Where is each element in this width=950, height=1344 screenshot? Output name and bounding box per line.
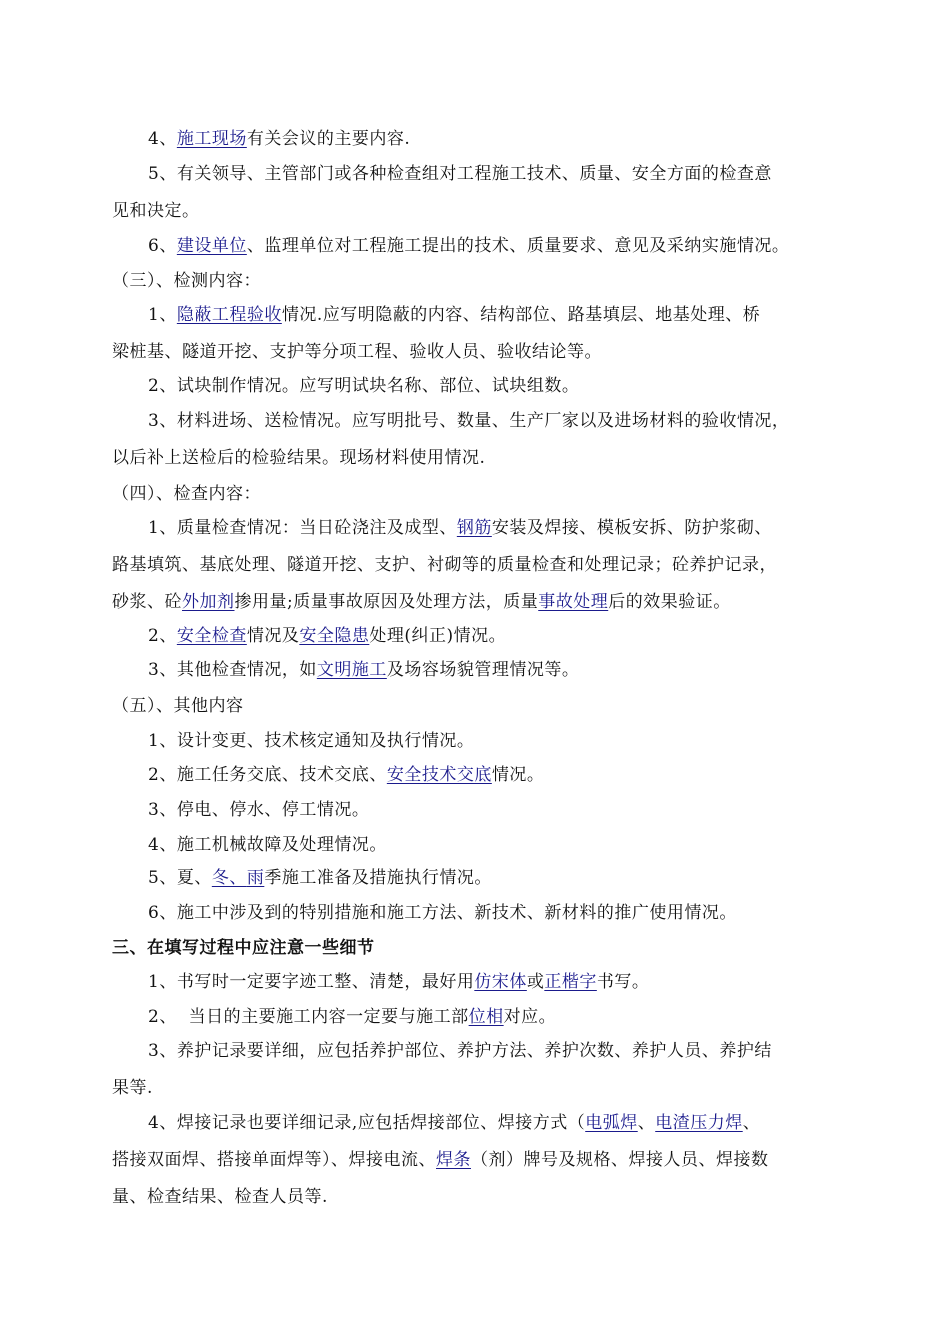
text: 1、书写时一定要字迹工整、清楚，最好用 xyxy=(148,972,475,992)
link-safety-inspection[interactable]: 安全检查 xyxy=(176,626,247,646)
paragraph xyxy=(112,1040,852,1098)
section-heading: （四）、检查内容： xyxy=(112,484,261,504)
link-arc-welding[interactable]: 电弧焊 xyxy=(585,1113,638,1133)
text: 2、施工任务交底、技术交底、 xyxy=(148,765,387,785)
text: 3、其他检查情况，如 xyxy=(148,660,317,680)
link-accident-handling[interactable]: 事故处理 xyxy=(538,592,609,612)
text: 4、焊接记录也要详细记录,应包括焊接部位、焊接方式（ xyxy=(148,1113,586,1133)
text: 季施工准备及措施执行情况。 xyxy=(264,868,492,888)
text: 2、 当日的主要施工内容一定要与施工部 xyxy=(148,1007,469,1027)
paragraph xyxy=(112,304,852,362)
paragraph xyxy=(148,867,852,889)
section-heading: （五）、其他内容 xyxy=(112,696,244,716)
text: 或 xyxy=(526,972,545,992)
link-welding-rod[interactable]: 焊条 xyxy=(436,1150,471,1170)
text: 后的效果验证。 xyxy=(608,592,731,612)
paragraph xyxy=(112,410,852,468)
chapter-heading: 三、在填写过程中应注意一些细节 xyxy=(112,938,375,958)
text-line xyxy=(112,1149,769,1171)
text: 见和决定。 xyxy=(112,201,200,221)
link-construction-site[interactable]: 施工现场 xyxy=(176,129,247,149)
link-concealed-work-acceptance[interactable]: 隐蔽工程验收 xyxy=(176,305,282,325)
text: 1、 xyxy=(148,305,177,325)
paragraph xyxy=(148,764,852,786)
paragraph: 3、停电、停水、停工情况。 xyxy=(148,800,370,820)
text: 掺用量;质量事故原因及处理方法，质量 xyxy=(234,592,539,612)
text: 处理(纠正)情况。 xyxy=(369,626,507,646)
paragraph xyxy=(112,163,852,221)
paragraph xyxy=(148,659,852,681)
text: 情况.应写明隐蔽的内容、结构部位、路基填层、地基处理、桥 xyxy=(281,305,761,325)
link-construction-unit[interactable]: 建设单位 xyxy=(176,236,247,256)
text: （剂）牌号及规格、焊接人员、焊接数 xyxy=(471,1150,769,1170)
text: 有关会议的主要内容. xyxy=(246,129,411,149)
text-line xyxy=(112,591,731,613)
text: 梁桩基、隧道开挖、支护等分项工程、验收人员、验收结论等。 xyxy=(112,342,602,362)
paragraph: 2、试块制作情况。应写明试块名称、部位、试块组数。 xyxy=(148,376,580,396)
paragraph xyxy=(112,1112,852,1207)
paragraph: 4、施工机械故障及处理情况。 xyxy=(148,835,387,855)
text: 3、材料进场、送检情况。应写明批号、数量、生产厂家以及进场材料的验收情况， xyxy=(148,411,790,431)
text: 书写。 xyxy=(596,972,650,992)
link-phase[interactable]: 位相 xyxy=(468,1007,504,1027)
text: 1、质量检查情况：当日砼浇注及成型、 xyxy=(148,518,457,538)
paragraph: 1、设计变更、技术核定通知及执行情况。 xyxy=(148,731,475,751)
link-rain[interactable]: 雨 xyxy=(246,868,265,888)
text: 以后补上送检后的检验结果。现场材料使用情况. xyxy=(112,448,486,468)
text: 、 xyxy=(742,1113,761,1133)
link-safety-hazard[interactable]: 安全隐患 xyxy=(299,626,370,646)
text: 搭接双面焊、搭接单面焊等）、焊接电流、 xyxy=(112,1150,436,1170)
paragraph xyxy=(148,128,852,150)
paragraph xyxy=(148,625,852,647)
text: 安装及焊接、模板安拆、防护浆砌、 xyxy=(491,518,772,538)
text: 及场容场貌管理情况等。 xyxy=(386,660,580,680)
text: 果等. xyxy=(112,1078,153,1098)
text: 路基填筑、基底处理、隧道开挖、支护、衬砌等的质量检查和处理记录；砼养护记录， xyxy=(112,555,777,575)
text: 情况。 xyxy=(491,765,545,785)
text: 2、 xyxy=(148,626,177,646)
link-electroslag-pressure-welding[interactable]: 电渣压力焊 xyxy=(655,1113,743,1133)
paragraph xyxy=(148,1006,852,1028)
section-heading: （三）、检测内容： xyxy=(112,271,261,291)
text: 5、夏、 xyxy=(148,868,212,888)
link-regular-script[interactable]: 正楷字 xyxy=(544,972,597,992)
paragraph xyxy=(148,971,852,993)
text: 、监理单位对工程施工提出的技术、质量要求、意见及采纳实施情况。 xyxy=(246,236,790,256)
text: 砂浆、砼 xyxy=(112,592,182,612)
paragraph: 6、施工中涉及到的特别措施和施工方法、新技术、新材料的推广使用情况。 xyxy=(148,903,737,923)
text: 对应。 xyxy=(503,1007,557,1027)
link-civilized-construction[interactable]: 文明施工 xyxy=(316,660,387,680)
paragraph xyxy=(148,235,852,257)
text: 4、 xyxy=(148,129,177,149)
paragraph xyxy=(112,517,852,612)
link-fangsong-font[interactable]: 仿宋体 xyxy=(474,972,527,992)
text: 、 xyxy=(637,1113,656,1133)
link-safety-technical-briefing[interactable]: 安全技术交底 xyxy=(386,765,492,785)
text: 5、有关领导、主管部门或各种检查组对工程施工技术、质量、安全方面的检查意 xyxy=(148,164,772,184)
text: 情况及 xyxy=(246,626,300,646)
link-admixture[interactable]: 外加剂 xyxy=(182,592,235,612)
text: 量、检查结果、检查人员等. xyxy=(112,1187,328,1207)
text: 3、养护记录要详细，应包括养护部位、养护方法、养护次数、养护人员、养护结 xyxy=(148,1041,772,1061)
text: 6、 xyxy=(148,236,177,256)
link-winter[interactable]: 冬、 xyxy=(211,868,247,888)
link-rebar[interactable]: 钢筋 xyxy=(456,518,492,538)
